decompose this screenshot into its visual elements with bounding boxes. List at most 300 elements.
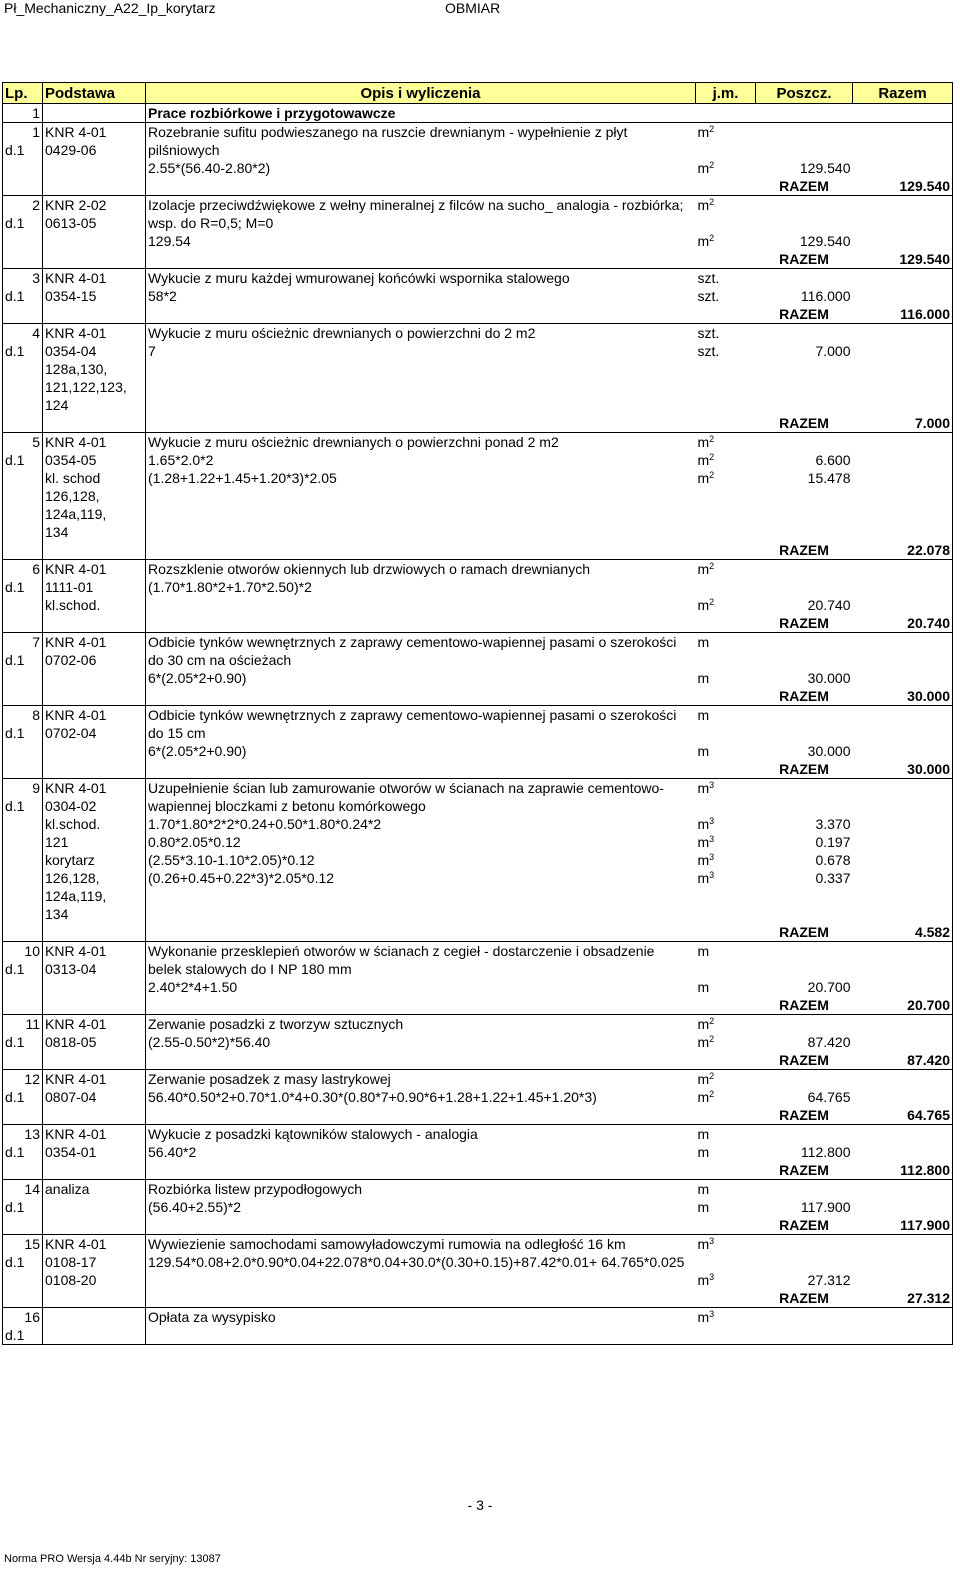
calc-value: 0.337 (815, 870, 851, 886)
col-jm: j.m. (696, 83, 756, 104)
basis-line: 134 (45, 906, 69, 922)
basis-line: KNR 4-01 (45, 707, 107, 723)
item-unit-cell (696, 1070, 756, 1107)
item-description: Odbicie tynków wewnętrznych z zaprawy cementowo-wapiennej pasami o szerokości do 15 cm (148, 707, 677, 741)
item-number: 9 (32, 780, 40, 796)
razem-label: RAZEM (756, 1216, 853, 1235)
basis-line: KNR 4-01 (45, 943, 107, 959)
calc-expression: (2.55*3.10-1.10*2.05)*0.12 (148, 852, 315, 868)
razem-row (3, 1106, 953, 1125)
item-description: Wykucie z posadzki kątowników stalowych - analogia (148, 1126, 478, 1142)
item-unit: m (697, 1181, 710, 1197)
calc-value: 0.197 (815, 834, 851, 850)
item-unit: szt. (697, 325, 720, 341)
item-unit-cell (696, 433, 756, 542)
razem-label: RAZEM (756, 923, 853, 942)
item-razem-cell (853, 1308, 953, 1345)
item-razem-cell (853, 324, 953, 415)
item-row (3, 560, 953, 615)
calc-expression: (2.55-0.50*2)*56.40 (148, 1034, 271, 1050)
calc-expression: 6*(2.05*2+0.90) (148, 743, 247, 759)
razem-row (3, 1216, 953, 1235)
item-lp (3, 1015, 43, 1052)
basis-line: 124 (45, 397, 69, 413)
item-unit: m (697, 634, 710, 650)
item-basis (43, 324, 146, 415)
item-lp (3, 1308, 43, 1345)
calc-unit: m (697, 1144, 710, 1160)
basis-line: KNR 4-01 (45, 434, 107, 450)
item-row (3, 1015, 953, 1052)
calc-expression: 6*(2.05*2+0.90) (148, 670, 247, 686)
item-number: 7 (32, 634, 40, 650)
item-number: 8 (32, 707, 40, 723)
calc-unit: $m^2$ (697, 233, 715, 249)
calc-value: 15.478 (807, 470, 851, 486)
razem-value: 129.540 (853, 177, 953, 196)
item-unit-cell (696, 269, 756, 306)
item-number: 10 (24, 943, 40, 959)
item-lp (3, 1125, 43, 1162)
item-description: Wykucie z muru ościeżnic drewnianych o powierzchni ponad 2 m2 (148, 434, 559, 450)
calc-value: 87.420 (807, 1034, 851, 1050)
razem-label: RAZEM (756, 760, 853, 779)
doc-title: OBMIAR (445, 0, 501, 16)
basis-line: KNR 2-02 (45, 197, 107, 213)
razem-label: RAZEM (756, 250, 853, 269)
calc-unit: $m^3$ (697, 834, 715, 850)
item-description-cell (146, 1070, 696, 1107)
item-unit: m (697, 1126, 710, 1142)
item-poszcz-cell (756, 942, 853, 997)
basis-line: 121 (45, 834, 69, 850)
item-unit: $m^2$ (697, 561, 715, 577)
item-unit-cell (696, 942, 756, 997)
calc-expression: 0.80*2.05*0.12 (148, 834, 241, 850)
item-lp (3, 1180, 43, 1217)
item-lp (3, 269, 43, 306)
item-unit-cell (696, 1125, 756, 1162)
basis-line: 0304-02 (45, 798, 97, 814)
item-description-cell (146, 196, 696, 251)
calc-unit: m (697, 743, 710, 759)
item-basis (43, 1070, 146, 1107)
razem-row (3, 177, 953, 196)
basis-line: 1111-01 (45, 579, 94, 595)
basis-line: KNR 4-01 (45, 270, 107, 286)
item-razem-cell (853, 1015, 953, 1052)
basis-line: KNR 4-01 (45, 1016, 107, 1032)
basis-line: KNR 4-01 (45, 325, 107, 341)
item-row (3, 269, 953, 306)
razem-row (3, 414, 953, 433)
calc-value: 3.370 (815, 816, 851, 832)
razem-label: RAZEM (756, 541, 853, 560)
item-sub: d.1 (5, 1034, 25, 1050)
calc-unit: $m^2$ (697, 1034, 715, 1050)
basis-line: 0429-06 (45, 142, 97, 158)
basis-line: 124a,119, (45, 888, 107, 904)
item-number: 13 (24, 1126, 40, 1142)
item-poszcz-cell (756, 1308, 853, 1345)
calc-unit: $m^3$ (697, 852, 715, 868)
item-row (3, 123, 953, 178)
item-poszcz-cell (756, 1125, 853, 1162)
item-sub: d.1 (5, 343, 25, 359)
calc-expression: 1.70*1.80*2*2*0.24+0.50*1.80*0.24*2 (148, 816, 382, 832)
item-poszcz-cell (756, 123, 853, 178)
item-sub: d.1 (5, 452, 25, 468)
calc-expression: 1.65*2.0*2 (148, 452, 214, 468)
razem-label: RAZEM (756, 614, 853, 633)
item-poszcz-cell (756, 269, 853, 306)
item-lp (3, 779, 43, 924)
item-razem-cell (853, 942, 953, 997)
col-lp: Lp. (3, 83, 43, 104)
razem-value: 116.000 (853, 305, 953, 324)
item-basis (43, 633, 146, 688)
item-lp (3, 123, 43, 178)
item-basis (43, 123, 146, 178)
item-unit-cell (696, 633, 756, 688)
razem-label: RAZEM (756, 1051, 853, 1070)
basis-line: KNR 4-01 (45, 1236, 107, 1252)
item-sub: d.1 (5, 1254, 25, 1270)
item-unit: $m^2$ (697, 197, 715, 213)
col-razem: Razem (853, 83, 953, 104)
basis-line: 0108-20 (45, 1272, 97, 1288)
calc-expression: (0.26+0.45+0.22*3)*2.05*0.12 (148, 870, 335, 886)
item-description: Zerwanie posadzek z masy lastrykowej (148, 1071, 391, 1087)
item-unit-cell (696, 706, 756, 761)
calc-unit: szt. (697, 288, 720, 304)
item-sub: d.1 (5, 1144, 25, 1160)
item-number: 2 (32, 197, 40, 213)
item-description-cell (146, 123, 696, 178)
section-no: 1 (3, 104, 43, 123)
calc-value: 27.312 (807, 1272, 851, 1288)
razem-value: 87.420 (853, 1051, 953, 1070)
calc-expression: (56.40+2.55)*2 (148, 1199, 242, 1215)
razem-row (3, 923, 953, 942)
item-razem-cell (853, 706, 953, 761)
razem-row (3, 305, 953, 324)
item-description-cell (146, 324, 696, 415)
razem-row (3, 1289, 953, 1308)
razem-label: RAZEM (756, 687, 853, 706)
item-description: Wykucie z muru ościeżnic drewnianych o powierzchni do 2 m2 (148, 325, 536, 341)
col-poszcz: Poszcz. (756, 83, 853, 104)
razem-value: 30.000 (853, 760, 953, 779)
razem-label: RAZEM (756, 1106, 853, 1125)
item-poszcz-cell (756, 1180, 853, 1217)
item-basis (43, 706, 146, 761)
item-unit: $m^3$ (697, 1236, 715, 1252)
basis-line: 0613-05 (45, 215, 97, 231)
calc-unit: $m^2$ (697, 597, 715, 613)
item-basis (43, 1308, 146, 1345)
item-sub: d.1 (5, 215, 25, 231)
item-row (3, 1125, 953, 1162)
basis-line: 134 (45, 524, 69, 540)
item-lp (3, 433, 43, 542)
calc-expression: 7 (148, 343, 156, 359)
basis-line: 121,122,123, (45, 379, 127, 395)
calc-value: 20.740 (807, 597, 851, 613)
file-name: Pł_Mechaniczny_A22_Ip_korytarz (4, 0, 216, 16)
item-description-cell (146, 269, 696, 306)
calc-unit: m (697, 979, 710, 995)
razem-value: 117.900 (853, 1216, 953, 1235)
item-unit: szt. (697, 270, 720, 286)
item-lp (3, 324, 43, 415)
item-unit-cell (696, 779, 756, 924)
col-podstawa: Podstawa (43, 83, 146, 104)
item-description-cell (146, 1015, 696, 1052)
razem-value: 129.540 (853, 250, 953, 269)
item-basis (43, 433, 146, 542)
section-row (3, 104, 953, 123)
item-lp (3, 196, 43, 251)
item-description-cell (146, 706, 696, 761)
item-unit: $m^3$ (697, 780, 715, 796)
item-row (3, 1308, 953, 1345)
item-sub: d.1 (5, 798, 25, 814)
item-description-cell (146, 779, 696, 924)
item-number: 15 (24, 1236, 40, 1252)
calc-expression: 2.55*(56.40-2.80*2) (148, 160, 271, 176)
item-description-cell (146, 433, 696, 542)
basis-line: 128a,130, (45, 361, 108, 377)
razem-value: 30.000 (853, 687, 953, 706)
razem-row (3, 1161, 953, 1180)
item-poszcz-cell (756, 560, 853, 615)
item-row (3, 196, 953, 251)
calc-value: 0.678 (815, 852, 851, 868)
basis-line: KNR 4-01 (45, 1126, 107, 1142)
item-description-cell (146, 633, 696, 688)
razem-value: 22.078 (853, 541, 953, 560)
item-row (3, 1180, 953, 1217)
razem-value: 112.800 (853, 1161, 953, 1180)
basis-line: KNR 4-01 (45, 124, 107, 140)
item-sub: d.1 (5, 288, 25, 304)
item-number: 6 (32, 561, 40, 577)
calc-unit: $m^3$ (697, 1272, 715, 1288)
item-razem-cell (853, 560, 953, 615)
item-row (3, 1070, 953, 1107)
item-razem-cell (853, 779, 953, 924)
item-number: 4 (32, 325, 40, 341)
item-unit-cell (696, 1235, 756, 1290)
section-title: Prace rozbiórkowe i przygotowawcze (146, 104, 953, 123)
item-row (3, 633, 953, 688)
item-poszcz-cell (756, 1070, 853, 1107)
item-basis (43, 942, 146, 997)
item-razem-cell (853, 433, 953, 542)
razem-row (3, 614, 953, 633)
item-description: Opłata za wysypisko (148, 1309, 276, 1325)
item-number: 11 (25, 1016, 40, 1032)
razem-label: RAZEM (756, 1289, 853, 1308)
razem-row (3, 760, 953, 779)
item-unit-cell (696, 1308, 756, 1345)
item-description: Wykonanie przesklepień otworów w ścianach z cegieł - dostarczenie i obsadzenie belek stalowych do I NP 180 mm (148, 943, 655, 977)
item-basis (43, 269, 146, 306)
calc-expression: 56.40*0.50*2+0.70*1.0*4+0.30*(0.80*7+0.90*6+1.28+1.22+1.45+1.20*3) (148, 1089, 597, 1105)
item-razem-cell (853, 196, 953, 251)
calc-expression: 58*2 (148, 288, 177, 304)
calc-expression: 129.54*0.08+2.0*0.90*0.04+22.078*0.04+30.0*(0.30+0.15)+87.42*0.01+ 64.765*0.025 (148, 1254, 685, 1270)
basis-line: kl.schod. (45, 816, 101, 832)
item-lp (3, 942, 43, 997)
razem-value: 20.740 (853, 614, 953, 633)
basis-line: analiza (45, 1181, 90, 1197)
item-description: Rozszklenie otworów okiennych lub drzwiowych o ramach drewnianych (148, 561, 590, 577)
basis-line: 126,128, (45, 488, 100, 504)
item-sub: d.1 (5, 725, 25, 741)
calc-unit: $m^3$ (697, 870, 715, 886)
razem-label: RAZEM (756, 177, 853, 196)
basis-line: 0354-01 (45, 1144, 97, 1160)
software-info: Norma PRO Wersja 4.44b Nr seryjny: 13087 (4, 1553, 221, 1565)
item-description: Zerwanie posadzki z tworzyw sztucznych (148, 1016, 404, 1032)
razem-label: RAZEM (756, 414, 853, 433)
item-poszcz-cell (756, 1235, 853, 1290)
item-unit-cell (696, 123, 756, 178)
razem-value: 20.700 (853, 996, 953, 1015)
item-poszcz-cell (756, 433, 853, 542)
basis-line: KNR 4-01 (45, 1071, 107, 1087)
razem-value: 4.582 (853, 923, 953, 942)
item-number: 1 (32, 124, 40, 140)
item-sub: d.1 (5, 142, 25, 158)
item-number: 12 (24, 1071, 40, 1087)
razem-label: RAZEM (756, 305, 853, 324)
calc-unit: $m^2$ (697, 1089, 715, 1105)
calc-unit: m (697, 670, 710, 686)
calc-value: 20.700 (807, 979, 851, 995)
item-basis (43, 779, 146, 924)
item-row (3, 942, 953, 997)
basis-line: kl.schod. (45, 597, 101, 613)
item-poszcz-cell (756, 196, 853, 251)
item-lp (3, 706, 43, 761)
item-basis (43, 196, 146, 251)
calc-unit: $m^2$ (697, 452, 715, 468)
basis-line: KNR 4-01 (45, 634, 107, 650)
razem-row (3, 687, 953, 706)
basis-line: 0354-15 (45, 288, 97, 304)
calc-value: 6.600 (815, 452, 851, 468)
item-description: Wywiezienie samochodami samowyładowczymi rumowia na odległość 16 km (148, 1236, 626, 1252)
item-unit: $m^2$ (697, 1071, 715, 1087)
item-sub: d.1 (5, 1199, 25, 1215)
item-unit: m (697, 707, 710, 723)
measurement-table (2, 82, 953, 1345)
item-poszcz-cell (756, 706, 853, 761)
item-description-cell (146, 1125, 696, 1162)
item-description-cell (146, 1308, 696, 1345)
item-number: 5 (32, 434, 40, 450)
item-lp (3, 1235, 43, 1290)
basis-line: 124a,119, (45, 506, 107, 522)
item-description: Rozbiórka listew przypodłogowych (148, 1181, 362, 1197)
item-number: 14 (24, 1181, 40, 1197)
basis-line: 0108-17 (45, 1254, 97, 1270)
item-sub: d.1 (5, 961, 25, 977)
item-razem-cell (853, 1070, 953, 1107)
item-basis (43, 560, 146, 615)
item-number: 16 (24, 1309, 40, 1325)
basis-line: korytarz (45, 852, 95, 868)
item-description-cell (146, 1235, 696, 1290)
item-razem-cell (853, 633, 953, 688)
basis-line: 0807-04 (45, 1089, 97, 1105)
calc-value: 129.540 (799, 160, 851, 176)
item-razem-cell (853, 1180, 953, 1217)
calc-value: 117.900 (800, 1199, 851, 1215)
calc-unit: $m^2$ (697, 160, 715, 176)
item-description: Odbicie tynków wewnętrznych z zaprawy cementowo-wapiennej pasami o szerokości do 30 cm na ościeżach (148, 634, 677, 668)
item-razem-cell (853, 1235, 953, 1290)
item-description: Izolacje przeciwdźwiękowe z wełny mineralnej z filców na sucho_ analogia - rozbiórka; wsp. do R=0,5; M=0 (148, 197, 684, 231)
calc-value: 129.540 (799, 233, 851, 249)
basis-line: 126,128, (45, 870, 100, 886)
item-description: Uzupełnienie ścian lub zamurowanie otworów w ścianach na zaprawie cementowo-wapiennej bloczkami z betonu komórkowego (148, 780, 664, 814)
item-unit: m (697, 943, 710, 959)
razem-row (3, 996, 953, 1015)
item-description-cell (146, 1180, 696, 1217)
item-unit: $m^2$ (697, 124, 715, 140)
item-sub: d.1 (5, 1089, 25, 1105)
item-razem-cell (853, 1125, 953, 1162)
item-poszcz-cell (756, 324, 853, 415)
item-razem-cell (853, 123, 953, 178)
razem-value: 64.765 (853, 1106, 953, 1125)
item-description-cell (146, 942, 696, 997)
calc-expression: 56.40*2 (148, 1144, 197, 1160)
razem-row (3, 250, 953, 269)
item-lp (3, 560, 43, 615)
calc-unit: szt. (697, 343, 720, 359)
basis-line: 0702-06 (45, 652, 97, 668)
item-number: 3 (32, 270, 40, 286)
razem-row (3, 1051, 953, 1070)
item-basis (43, 1015, 146, 1052)
item-row (3, 324, 953, 415)
razem-row (3, 541, 953, 560)
item-row (3, 779, 953, 924)
calc-unit: $m^2$ (697, 470, 715, 486)
item-sub: d.1 (5, 579, 25, 595)
calc-value: 112.800 (800, 1144, 851, 1160)
razem-label: RAZEM (756, 1161, 853, 1180)
table-header-row (3, 83, 953, 104)
item-unit-cell (696, 196, 756, 251)
calc-expression: 129.54 (148, 233, 191, 249)
item-row (3, 433, 953, 542)
calc-expression: 2.40*2*4+1.50 (148, 979, 238, 995)
basis-line: KNR 4-01 (45, 561, 107, 577)
calc-unit: m (697, 1199, 710, 1215)
item-unit-cell (696, 1180, 756, 1217)
item-lp (3, 633, 43, 688)
item-row (3, 706, 953, 761)
basis-line: 0702-04 (45, 725, 97, 741)
page-header (0, 0, 960, 20)
basis-line: 0818-05 (45, 1034, 97, 1050)
